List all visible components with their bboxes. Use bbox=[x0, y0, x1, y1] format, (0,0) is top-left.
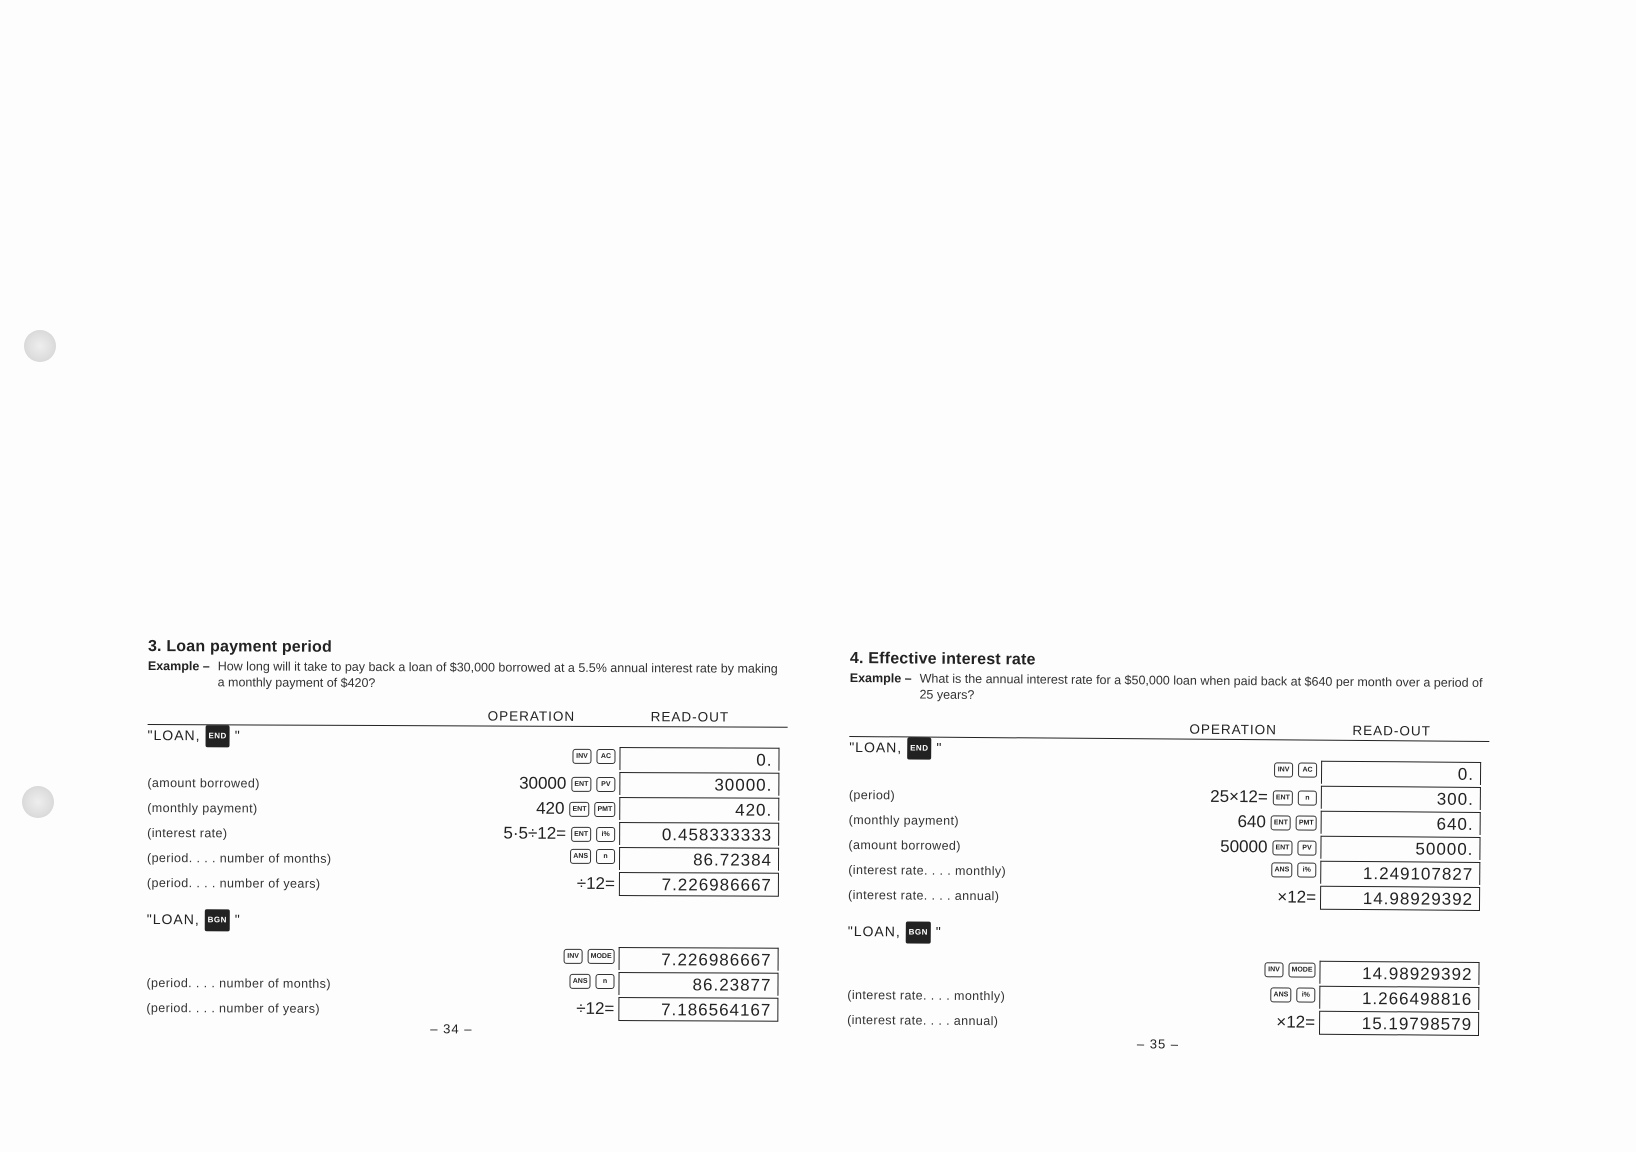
mode-suffix: " bbox=[234, 911, 241, 928]
readout-value: 1.249107827 bbox=[1320, 861, 1480, 885]
keystroke-sequence: 420 bbox=[536, 798, 565, 818]
mode-label-end bbox=[148, 725, 788, 748]
key-pv-icon: PV bbox=[1297, 840, 1316, 855]
end-badge: END bbox=[205, 726, 229, 748]
key-inv-icon: INV bbox=[572, 749, 591, 764]
table-header bbox=[148, 702, 788, 728]
readout-value: 7.226986667 bbox=[619, 872, 779, 897]
section-title: 4. Effective interest rate bbox=[849, 650, 1036, 669]
table-row bbox=[147, 795, 787, 823]
step-description: (interest rate. . . . monthly) bbox=[847, 987, 1006, 1004]
page-34 bbox=[146, 638, 788, 1037]
key-ent-icon: ENT bbox=[1272, 840, 1292, 855]
readout-header: READ-OUT bbox=[1352, 722, 1431, 739]
key-inv-icon: INV bbox=[1264, 962, 1283, 977]
readout-value: 15.19798579 bbox=[1319, 1011, 1479, 1036]
operation-keys bbox=[503, 824, 615, 844]
steps-end bbox=[147, 745, 788, 898]
operation-keys bbox=[1220, 837, 1316, 858]
key-ent-icon: ENT bbox=[569, 801, 589, 816]
mode-suffix: " bbox=[935, 923, 942, 940]
key-ent-icon: ENT bbox=[1271, 815, 1291, 830]
table-row bbox=[147, 745, 787, 773]
keystroke-sequence: 640 bbox=[1237, 812, 1266, 832]
section-title: 3. Loan payment period bbox=[147, 638, 332, 656]
operation-keys bbox=[1210, 787, 1317, 808]
operation-keys bbox=[565, 974, 615, 989]
bgn-badge: BGN bbox=[205, 910, 230, 932]
step-description: (monthly payment) bbox=[147, 800, 258, 816]
step-description: (interest rate) bbox=[147, 825, 228, 841]
key-n-icon: n bbox=[595, 974, 614, 989]
readout-value: 50000. bbox=[1320, 836, 1480, 860]
key-mode-icon: MODE bbox=[588, 949, 615, 964]
readout-value: 14.98929392 bbox=[1320, 886, 1480, 911]
readout-value: 86.23877 bbox=[618, 972, 778, 996]
readout-value: 0. bbox=[1321, 761, 1481, 785]
table-row bbox=[147, 870, 787, 898]
mode-prefix: "LOAN, bbox=[847, 922, 901, 940]
key-ent-icon: ENT bbox=[1273, 790, 1293, 805]
readout-header: READ-OUT bbox=[650, 709, 730, 725]
key-n-icon: n bbox=[596, 849, 615, 864]
table-row bbox=[147, 945, 787, 973]
operation-keys bbox=[519, 774, 615, 794]
step-description: (period. . . . number of months) bbox=[147, 850, 332, 866]
readout-value: 0.458333333 bbox=[619, 822, 779, 846]
key-i-icon: i% bbox=[1297, 863, 1316, 878]
example-question: How long will it take to pay back a loan of $30,000 borrowed at a 5.5% annual interest rate by making a monthly payment of $420? bbox=[217, 659, 778, 690]
keystroke-sequence: 5·5÷12= bbox=[503, 823, 567, 843]
operation-keys bbox=[565, 849, 615, 864]
steps-bgn bbox=[847, 957, 1488, 1037]
example-label: Example – bbox=[849, 670, 912, 686]
key-ac-icon: AC bbox=[596, 749, 615, 764]
step-description: (period. . . . number of years) bbox=[146, 1000, 320, 1016]
readout-value: 30000. bbox=[619, 772, 779, 796]
example-question: What is the annual interest rate for a $50,000 loan when paid back at $640 per month over a period of 25 years? bbox=[919, 671, 1483, 702]
key-pmt-icon: PMT bbox=[594, 801, 615, 816]
operation-keys bbox=[1276, 1012, 1315, 1032]
key-inv-icon: INV bbox=[1274, 762, 1293, 777]
keystroke-sequence: ×12= bbox=[1276, 1012, 1316, 1032]
key-ent-icon: ENT bbox=[571, 826, 591, 841]
step-description: (period. . . . number of years) bbox=[146, 875, 321, 891]
table-row bbox=[146, 970, 786, 998]
readout-value: 7.226986667 bbox=[619, 947, 779, 971]
page-35 bbox=[847, 650, 1490, 1052]
key-ent-icon: ENT bbox=[571, 776, 591, 791]
readout-value: 300. bbox=[1321, 786, 1481, 810]
page-number: – 34 – bbox=[430, 1021, 473, 1037]
operation-keys bbox=[559, 949, 615, 964]
step-description: (period) bbox=[848, 787, 896, 803]
step-description: (amount borrowed) bbox=[848, 837, 961, 853]
operation-keys bbox=[576, 999, 614, 1019]
end-badge: END bbox=[907, 738, 932, 760]
readout-value: 1.266498816 bbox=[1319, 986, 1479, 1010]
key-i-icon: i% bbox=[1296, 988, 1315, 1003]
step-description: (period. . . . number of months) bbox=[146, 975, 331, 991]
key-mode-icon: MODE bbox=[1288, 962, 1315, 977]
step-description: (amount borrowed) bbox=[147, 775, 260, 791]
binder-hole-top bbox=[24, 330, 56, 362]
operation-header: OPERATION bbox=[1189, 721, 1277, 738]
keystroke-sequence: 25×12= bbox=[1210, 786, 1268, 807]
key-pv-icon: PV bbox=[596, 776, 615, 791]
mode-prefix: "LOAN, bbox=[147, 726, 201, 744]
table-row bbox=[146, 995, 786, 1023]
operation-keys bbox=[1266, 862, 1316, 877]
operation-keys bbox=[1277, 887, 1316, 907]
operation-header: OPERATION bbox=[487, 708, 576, 724]
operation-keys bbox=[1237, 812, 1316, 833]
operation-keys bbox=[1259, 962, 1315, 977]
mode-label-bgn bbox=[147, 909, 787, 932]
bgn-badge: BGN bbox=[906, 922, 931, 944]
steps-end bbox=[848, 757, 1489, 912]
key-n-icon: n bbox=[1298, 790, 1317, 805]
mode-suffix: " bbox=[936, 739, 943, 756]
keystroke-sequence: ×12= bbox=[1277, 887, 1317, 907]
table-row bbox=[147, 770, 787, 798]
key-i-icon: i% bbox=[596, 826, 615, 841]
keystroke-sequence: 50000 bbox=[1220, 836, 1268, 857]
table-row bbox=[848, 882, 1488, 912]
mode-prefix: "LOAN, bbox=[849, 738, 903, 756]
table-row bbox=[147, 820, 787, 848]
step-description: (interest rate. . . . monthly) bbox=[848, 862, 1007, 879]
mode-prefix: "LOAN, bbox=[146, 910, 200, 928]
table-row bbox=[847, 1007, 1487, 1037]
page-number: – 35 – bbox=[1136, 1036, 1180, 1052]
key-ans-icon: ANS bbox=[570, 849, 591, 864]
operation-keys bbox=[536, 799, 615, 819]
keystroke-sequence: ÷12= bbox=[576, 998, 615, 1019]
example bbox=[850, 670, 1490, 707]
readout-value: 640. bbox=[1321, 811, 1481, 835]
binder-hole-bottom bbox=[22, 786, 54, 818]
operation-keys bbox=[1269, 762, 1317, 777]
readout-value: 0. bbox=[619, 747, 779, 771]
readout-value: 420. bbox=[619, 797, 779, 821]
key-inv-icon: INV bbox=[564, 949, 583, 964]
step-description: (interest rate. . . . annual) bbox=[848, 887, 1000, 904]
steps-bgn bbox=[146, 945, 786, 1023]
key-ans-icon: ANS bbox=[1270, 987, 1291, 1002]
step-description: (monthly payment) bbox=[848, 812, 960, 828]
operation-keys bbox=[1265, 987, 1315, 1002]
step-description: (interest rate. . . . annual) bbox=[847, 1012, 999, 1029]
key-pmt-icon: PMT bbox=[1296, 815, 1317, 830]
example-label: Example – bbox=[147, 658, 210, 674]
table-row bbox=[147, 845, 787, 873]
readout-value: 7.186564167 bbox=[618, 997, 778, 1022]
readout-value: 14.98929392 bbox=[1319, 961, 1479, 985]
keystroke-sequence: ÷12= bbox=[576, 873, 615, 894]
operation-keys bbox=[567, 749, 615, 764]
key-ans-icon: ANS bbox=[570, 974, 591, 989]
example bbox=[148, 658, 788, 693]
mode-suffix: " bbox=[234, 727, 241, 744]
readout-value: 86.72384 bbox=[619, 847, 779, 871]
key-ans-icon: ANS bbox=[1271, 862, 1292, 877]
keystroke-sequence: 30000 bbox=[519, 773, 567, 793]
key-ac-icon: AC bbox=[1298, 763, 1317, 778]
operation-keys bbox=[577, 874, 615, 894]
